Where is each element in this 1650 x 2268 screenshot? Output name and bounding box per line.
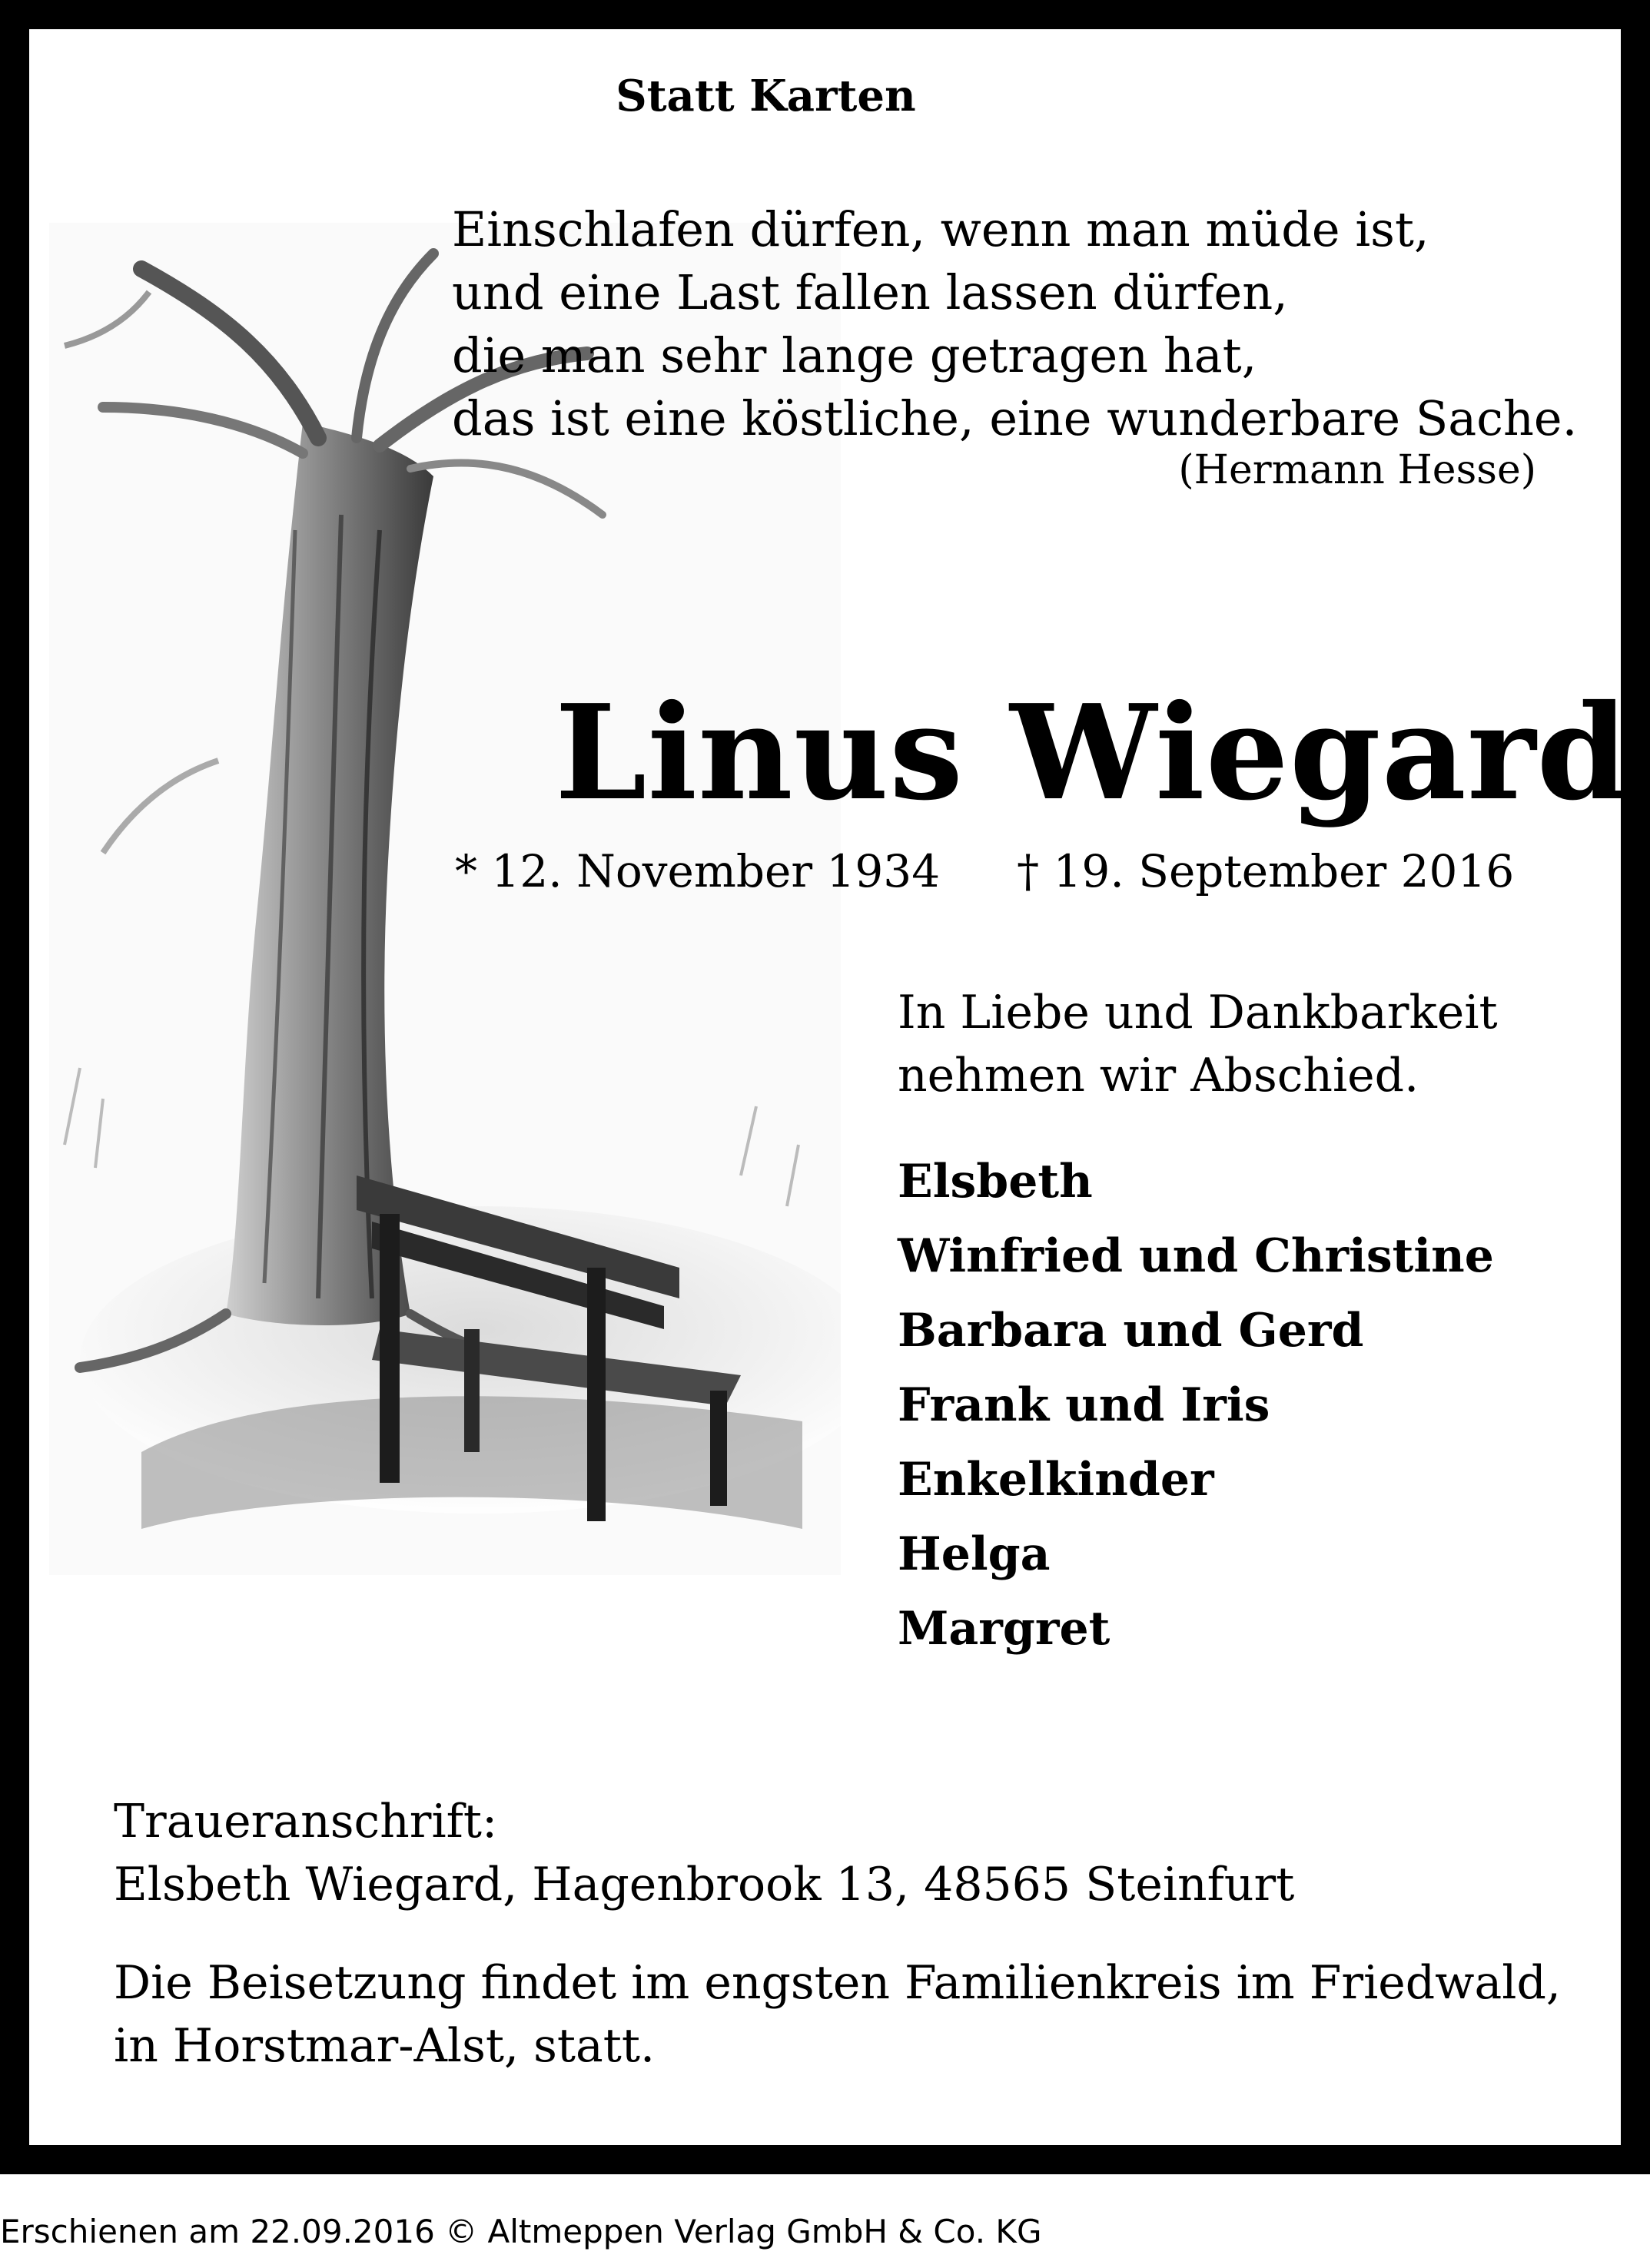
poem-line: die man sehr lange getragen hat, xyxy=(452,327,1257,383)
mourner-name: Barbara und Gerd xyxy=(898,1304,1364,1358)
poem-line: Einschlafen dürfen, wenn man müde ist, xyxy=(452,201,1429,257)
burial-line: Die Beisetzung findet im engsten Familienkreis im Friedwald, xyxy=(114,1956,1561,2010)
address-text: Elsbeth Wiegard, Hagenbrook 13, 48565 Steinfurt xyxy=(114,1858,1295,1912)
address-label: Traueranschrift: xyxy=(114,1795,498,1849)
header-statt-karten: Statt Karten xyxy=(616,71,916,121)
poem xyxy=(452,198,1577,450)
burial-line: in Horstmar-Alst, statt. xyxy=(114,2019,656,2073)
publication-footer: Erschienen am 22.09.2016 © Altmeppen Verlag GmbH & Co. KG xyxy=(0,2213,1042,2250)
mourner-name: Frank und Iris xyxy=(898,1378,1270,1432)
mourning-address xyxy=(114,1790,1294,1916)
deceased-name: Linus Wiegard xyxy=(555,676,1629,830)
farewell-text xyxy=(898,981,1498,1107)
farewell-line: In Liebe und Dankbarkeit xyxy=(898,986,1498,1040)
death-date: † 19. September 2016 xyxy=(1017,845,1515,897)
mourner-name: Margret xyxy=(898,1602,1111,1656)
mourner-name: Elsbeth xyxy=(898,1155,1093,1209)
mourners-list xyxy=(898,1145,1494,1666)
birth-date: * 12. November 1934 xyxy=(455,845,941,897)
burial-info xyxy=(114,1951,1561,2077)
mourner-name: Winfried und Christine xyxy=(898,1229,1494,1283)
poem-line: und eine Last fallen lassen dürfen, xyxy=(452,264,1288,320)
poem-author: (Hermann Hesse) xyxy=(1178,447,1536,493)
mourner-name: Enkelkinder xyxy=(898,1453,1214,1507)
farewell-line: nehmen wir Abschied. xyxy=(898,1049,1419,1102)
poem-line: das ist eine köstliche, eine wunderbare Sache. xyxy=(452,390,1578,446)
life-dates xyxy=(455,845,1514,897)
mourner-name: Helga xyxy=(898,1527,1051,1581)
